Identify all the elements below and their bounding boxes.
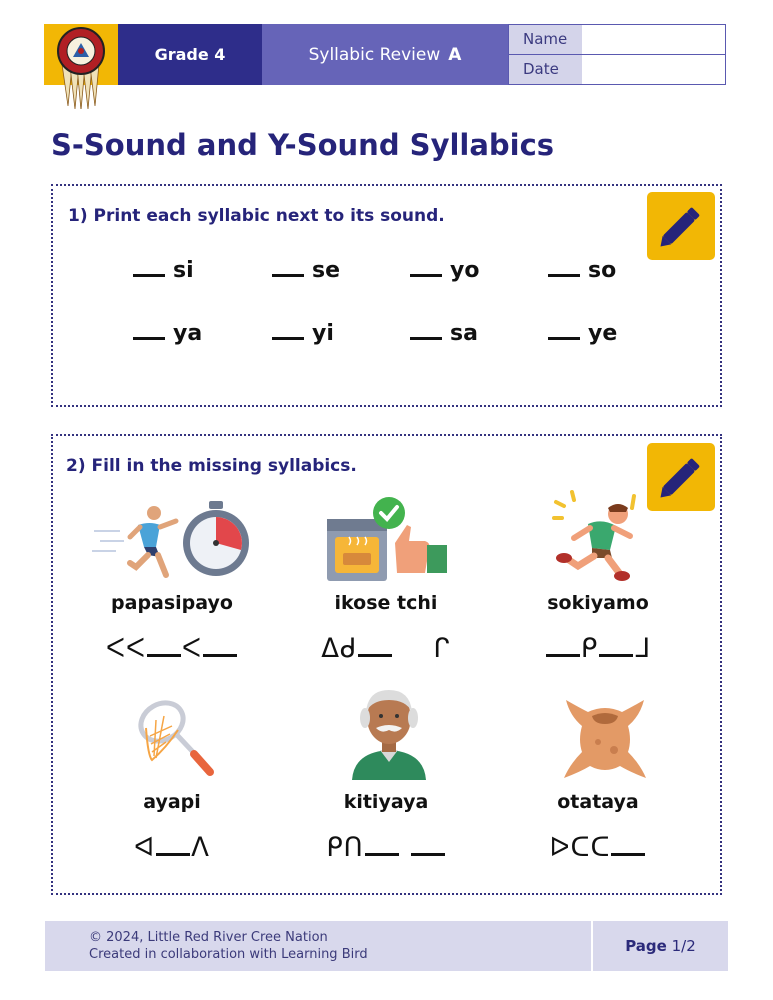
answer-blank[interactable]	[410, 319, 442, 340]
net-icon	[132, 698, 216, 780]
question-1-text: Print each syllabic next to its sound.	[93, 206, 445, 226]
answer-blank[interactable]	[548, 319, 580, 340]
syllabic-text: ᐃᑯ	[321, 634, 358, 664]
name-field[interactable]	[582, 25, 725, 54]
syllabic-line	[286, 833, 486, 863]
review-letter: A	[448, 44, 462, 65]
answer-blank[interactable]	[599, 634, 633, 657]
answer-blank[interactable]	[156, 833, 190, 856]
word-label: kitiyaya	[343, 791, 429, 813]
syllabic-text: ᐸᐸ	[106, 634, 146, 664]
syllabic-line	[498, 833, 698, 863]
date-label: Date	[509, 55, 582, 84]
name-date-fields	[508, 24, 726, 85]
cree-nation-seal-icon	[44, 24, 118, 109]
review-title	[262, 24, 508, 85]
answer-blank[interactable]	[358, 634, 392, 657]
question-2-prompt	[66, 456, 357, 476]
question-1-number: 1)	[68, 206, 88, 226]
review-title-text: Syllabic Review	[308, 44, 441, 65]
answer-blank[interactable]	[411, 833, 445, 856]
word-label: ayapi	[143, 791, 201, 813]
word-label: sokiyamo	[547, 592, 649, 614]
sound-label: yo	[450, 258, 480, 283]
answer-blank[interactable]	[272, 256, 304, 277]
question-2-text: Fill in the missing syllabics.	[91, 456, 357, 476]
syllabic-line	[72, 634, 272, 664]
answer-blank[interactable]	[272, 319, 304, 340]
blank-item	[410, 319, 478, 346]
syllabic-line	[72, 833, 272, 863]
question-1-prompt	[68, 206, 445, 226]
answer-blank[interactable]	[546, 634, 580, 657]
sound-label: si	[173, 258, 194, 283]
word-label: ikose tchi	[334, 592, 438, 614]
copyright-text: © 2024, Little Red River Cree Nation	[89, 930, 328, 945]
sound-label: ya	[173, 321, 203, 346]
syllabic-text: ᒧ	[634, 634, 652, 664]
blank-item	[272, 256, 340, 283]
grade-label: Grade 4	[118, 24, 262, 85]
elder-man-icon	[346, 686, 432, 780]
blank-item	[548, 256, 616, 283]
blank-item	[548, 319, 617, 346]
pencil-button	[647, 443, 715, 511]
question-2-number: 2)	[66, 456, 86, 476]
oven-thumbs-up-icon	[325, 495, 451, 583]
syllabic-text: ᐸ	[181, 634, 202, 664]
name-row	[509, 25, 725, 54]
name-label: Name	[509, 25, 582, 54]
sound-label: yi	[312, 321, 334, 346]
blank-item	[410, 256, 479, 283]
syllabic-text: ᐱ	[191, 833, 210, 863]
pencil-button	[647, 192, 715, 260]
sound-label: se	[312, 258, 341, 283]
syllabic-text: ᑭ	[580, 634, 599, 664]
blank-item	[272, 319, 334, 346]
sound-label: so	[588, 258, 617, 283]
word-label: otataya	[557, 791, 639, 813]
nation-logo	[44, 24, 118, 85]
answer-blank[interactable]	[133, 256, 165, 277]
syllabic-text: ᑭᑎ	[326, 833, 364, 863]
syllabic-text: ᐊ	[134, 833, 156, 863]
syllabic-text: ᒋ	[433, 634, 451, 664]
running-stopwatch-icon	[90, 495, 250, 581]
date-field[interactable]	[582, 55, 725, 84]
blank-item	[133, 319, 202, 346]
animal-hide-icon	[558, 694, 652, 782]
sound-label: ye	[588, 321, 618, 346]
footer-credits	[45, 921, 591, 971]
sound-label: sa	[450, 321, 478, 346]
syllabic-line	[498, 634, 698, 664]
syllabic-text: ᐅᑕᑕ	[549, 833, 611, 863]
credit-text: Created in collaboration with Learning Bird	[89, 947, 368, 962]
pencil-icon	[647, 192, 715, 260]
date-row	[509, 55, 725, 84]
answer-blank[interactable]	[611, 833, 645, 856]
page-value: 1/2	[671, 937, 696, 955]
answer-blank[interactable]	[410, 256, 442, 277]
answer-blank[interactable]	[147, 634, 181, 657]
page-indicator	[591, 921, 728, 971]
answer-blank[interactable]	[203, 634, 237, 657]
running-boy-icon	[548, 488, 640, 584]
page-label: Page	[625, 937, 667, 955]
syllabic-line	[286, 634, 486, 664]
blank-item	[133, 256, 194, 283]
answer-blank[interactable]	[548, 256, 580, 277]
answer-blank[interactable]	[133, 319, 165, 340]
answer-blank[interactable]	[365, 833, 399, 856]
page-title: S-Sound and Y-Sound Syllabics	[51, 128, 555, 162]
pencil-icon	[647, 443, 715, 511]
word-label: papasipayo	[111, 592, 233, 614]
